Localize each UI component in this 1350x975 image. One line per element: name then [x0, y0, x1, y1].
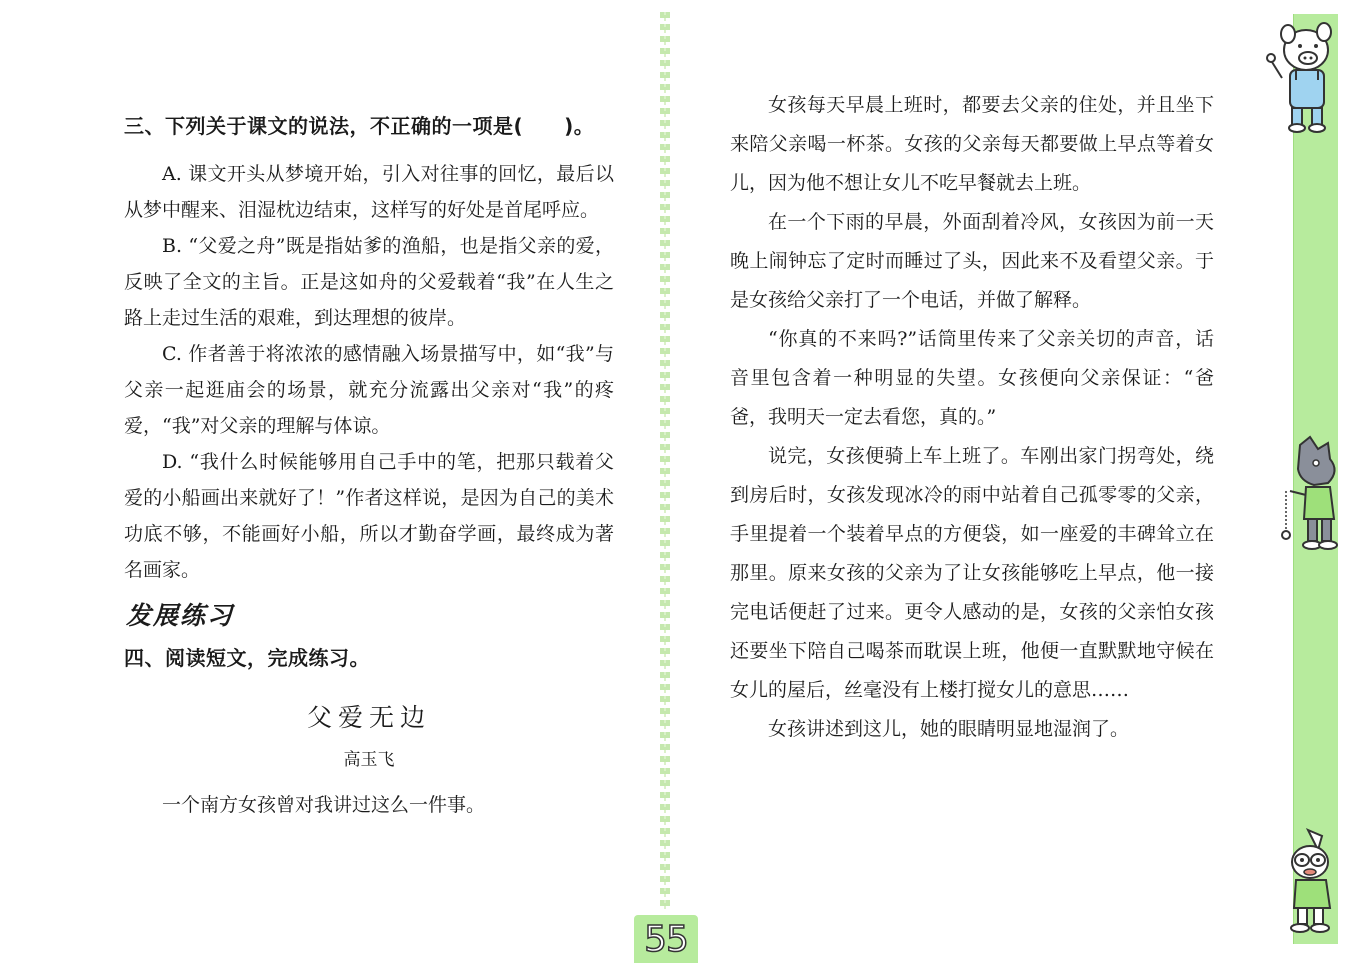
right-column: [730, 86, 1214, 749]
passage-author: 高玉飞: [343, 750, 395, 770]
passage-paragraph: 女孩讲述到这儿，她的眼睛明显地湿润了。: [768, 718, 1130, 740]
pig-mascot-icon: [1262, 18, 1342, 133]
page-number: 55: [644, 919, 688, 960]
option-d: D. “我什么时候能够用自己手中的笔，把那只载着父爱的小船画出来就好了！”作者这样说，是因为自己的美术功底不够，不能画好小船，所以才勤奋学画，最终成为著名画家。: [124, 451, 614, 581]
left-column: [124, 106, 614, 825]
section-heading: 发展练习: [126, 601, 235, 630]
passage-title: 父爱无边: [306, 703, 431, 732]
passage-paragraph: “你真的不来吗?”话筒里传来了父亲关切的声音，话音里包含着一种明显的失望。女孩便向父亲保证：“爸爸，我明天一定去看您，真的。”: [730, 328, 1214, 428]
page-number-tab: [634, 915, 698, 963]
dog-mascot-icon: [1278, 826, 1342, 936]
option-b: B. “父爱之舟”既是指姑爹的渔船，也是指父亲的爱，反映了全文的主旨。正是这如舟的父爱载着“我”在人生之路上走过生活的艰难，到达理想的彼岸。: [124, 235, 614, 329]
option-c: C. 作者善于将浓浓的感情融入场景描写中，如“我”与父亲一起逛庙会的场景，就充分流露出父亲对“我”的疼爱，“我”对父亲的理解与体谅。: [124, 343, 614, 437]
passage-paragraph: 女孩每天早晨上班时，都要去父亲的住处，并且坐下来陪父亲喝一杯茶。女孩的父亲每天都要做上早点等着女儿，因为他不想让女儿不吃早餐就去上班。: [730, 94, 1214, 194]
wolf-mascot-icon: [1270, 435, 1342, 555]
passage-paragraph: 说完，女孩便骑上车上班了。车刚出家门拐弯处，绕到房后时，女孩发现冰冷的雨中站着自己孤零零的父亲，手里提着一个装着早点的方便袋，如一座爱的丰碑耸立在那里。原来女孩的父亲为了让女孩能够吃上早点，他一接完电话便赶了过来。更令人感动的是，女孩的父亲怕女孩还要坐下陪自己喝茶而耽误上班，他便一直默默地守候在女儿的屋后，丝毫没有上楼打搅女儿的意思……: [730, 445, 1214, 701]
passage-first-line: 一个南方女孩曾对我讲过这么一件事。: [162, 794, 486, 816]
passage-paragraph: 在一个下雨的早晨，外面刮着冷风，女孩因为前一天晚上闹钟忘了定时而睡过了头，因此来不及看望父亲。于是女孩给父亲打了一个电话，并做了解释。: [730, 211, 1214, 311]
center-divider: [660, 12, 670, 912]
option-a: A. 课文开头从梦境开始，引入对往事的回忆，最后以从梦中醒来、泪湿枕边结束，这样写的好处是首尾呼应。: [124, 163, 614, 221]
question-4-title: 四、阅读短文，完成练习。: [124, 646, 370, 670]
question-3-title: 三、下列关于课文的说法，不正确的一项是( )。: [124, 114, 595, 138]
